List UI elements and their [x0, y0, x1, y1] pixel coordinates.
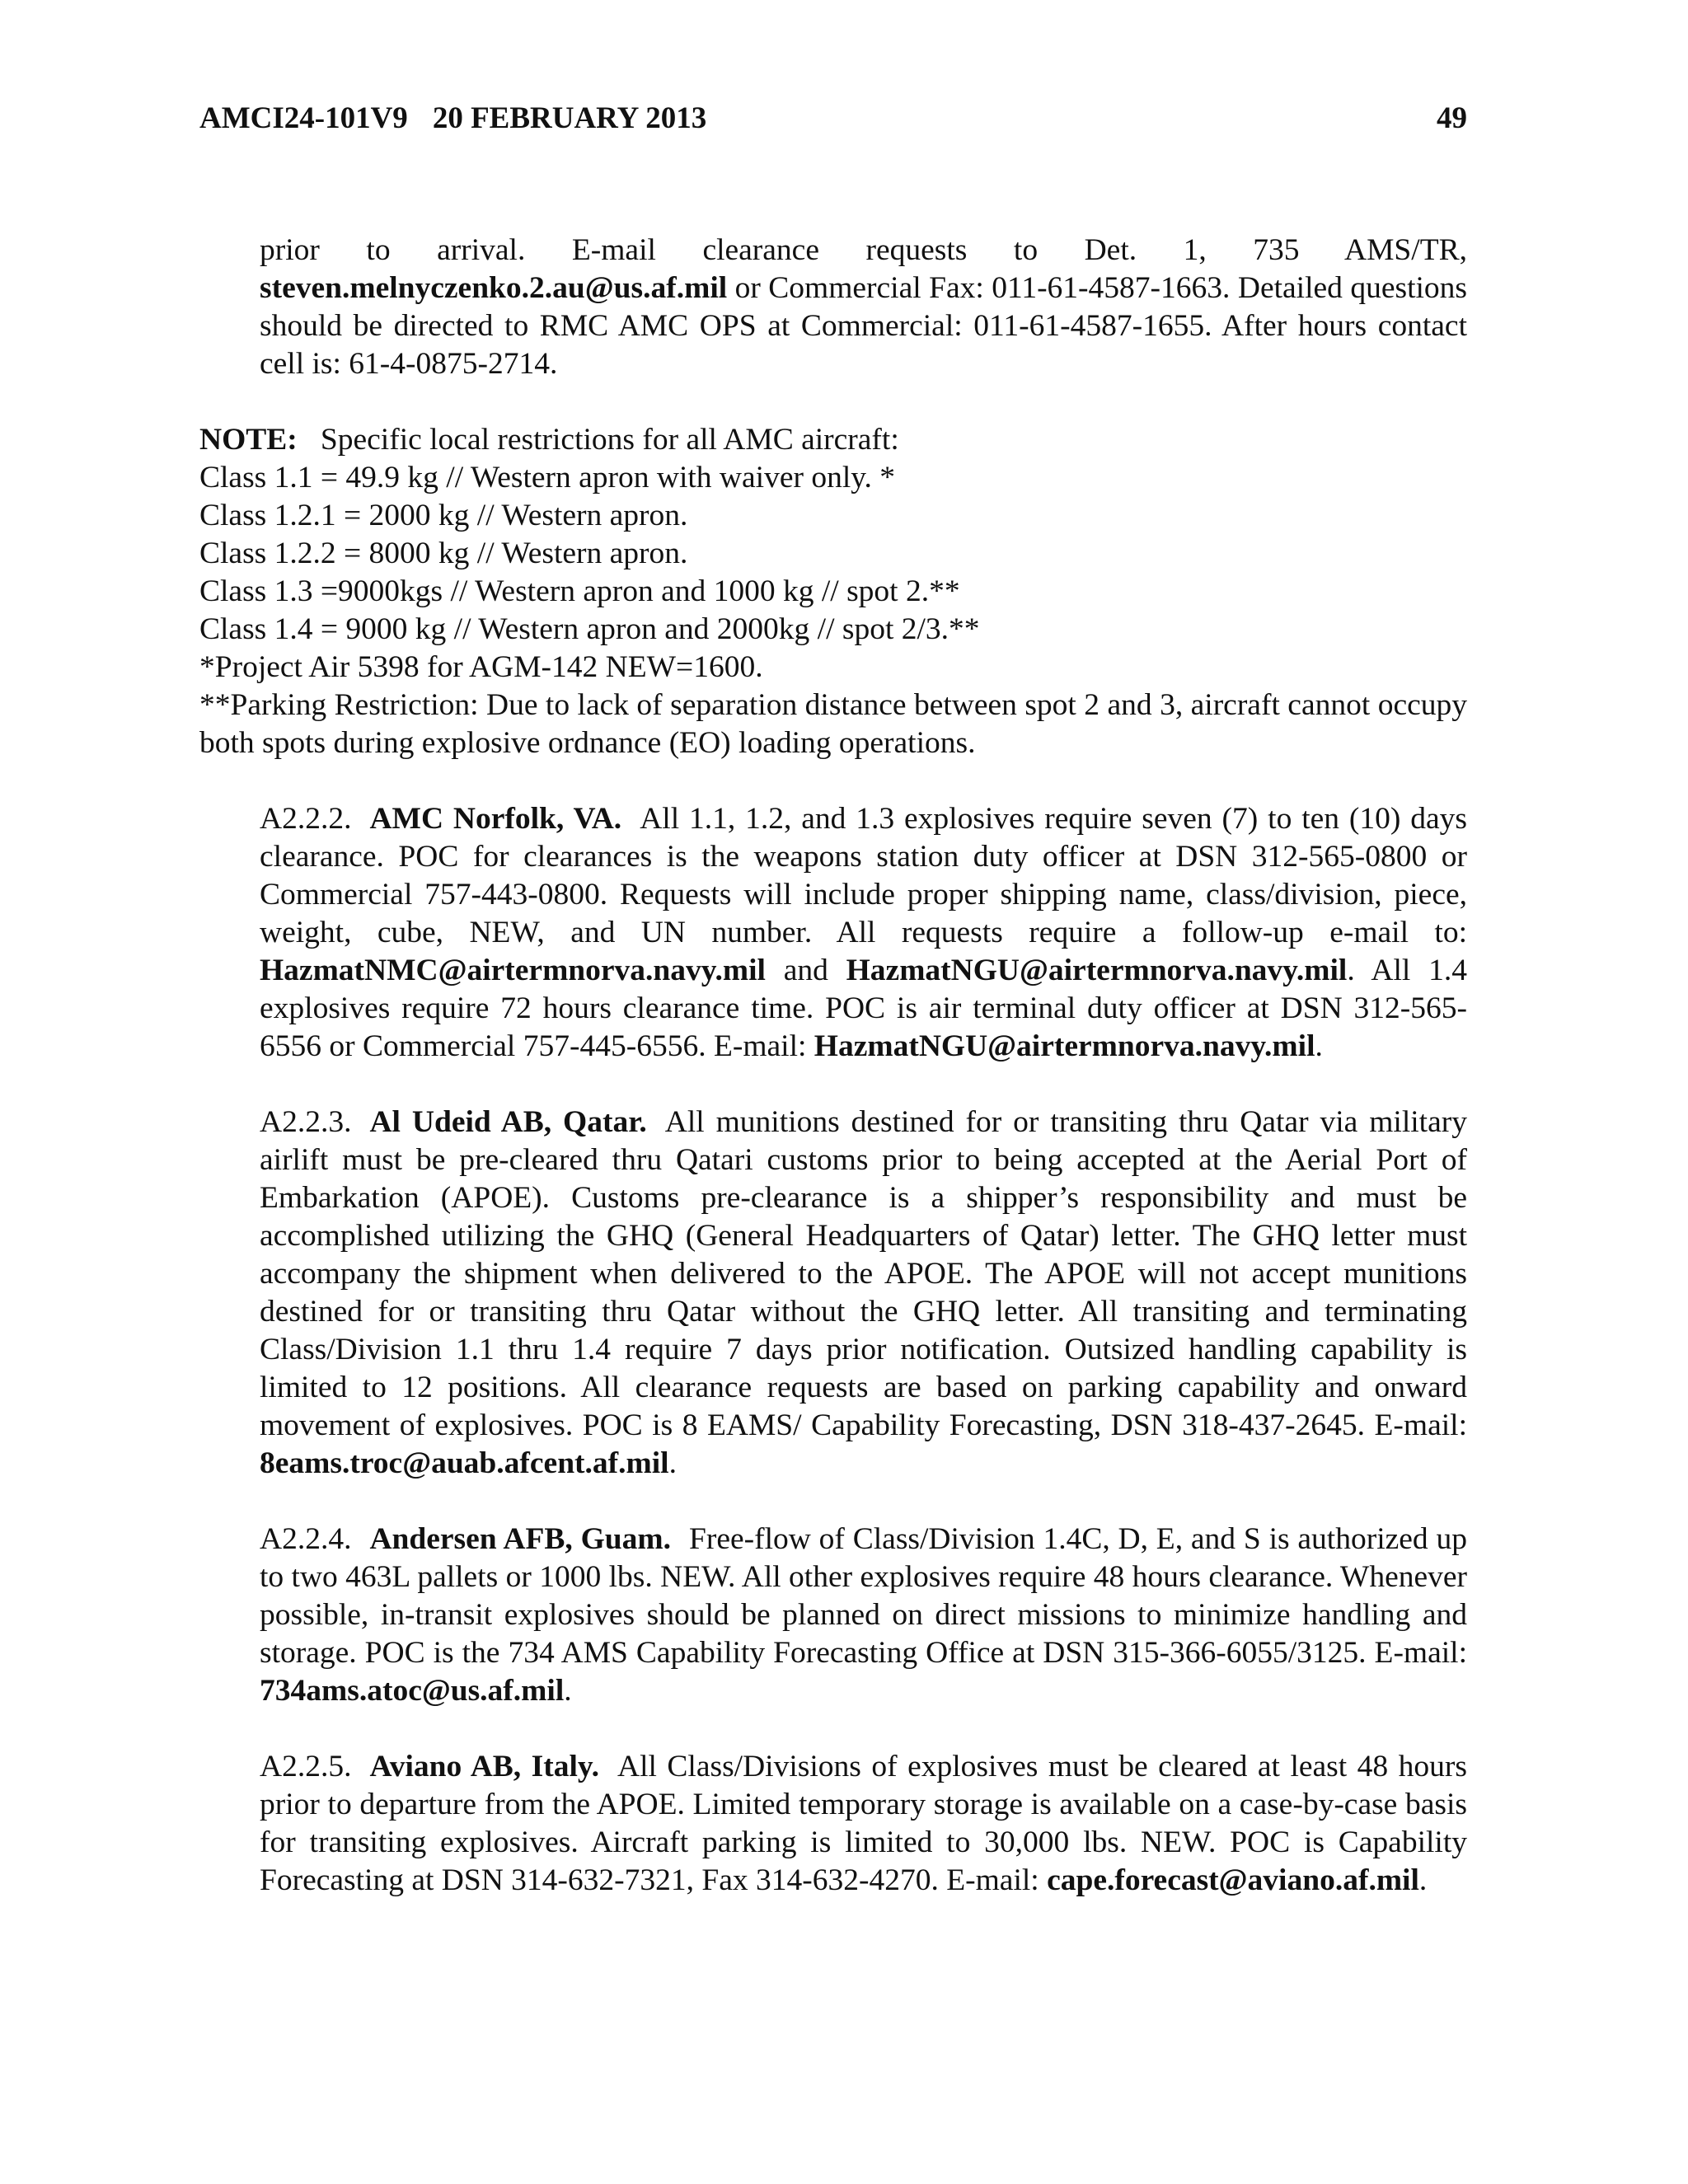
note-block [199, 421, 1467, 762]
email-link[interactable]: steven.melnyczenko.2.au@us.af.mil [260, 271, 728, 305]
document-id: AMCI24-101V9 [199, 101, 408, 135]
note-line: *Project Air 5398 for AGM-142 NEW=1600. [199, 650, 763, 684]
document-date: 20 FEBRUARY 2013 [432, 101, 707, 135]
section-title: Al Udeid AB, Qatar. [369, 1105, 647, 1139]
section-aviano: A2.2.5. Aviano AB, Italy. All Class/Divisions of explosives must be cleared at least 48 hours prior to departure from the APOE. Limited temporary storage is available on a case-by-case basis for transiting explosives. Aircraft parking is limited to 30,000 lbs. NEW. POC is Capability Forecasting at DSN 314-632-7321, Fax 314-632-4270. E-mail: cape.forecast@aviano.af.mil. [260, 1750, 1467, 1897]
email-link[interactable]: cape.forecast@aviano.af.mil [1047, 1863, 1419, 1897]
section-number: A2.2.4. [260, 1522, 352, 1556]
section-al-udeid: A2.2.3. Al Udeid AB, Qatar. All munitions destined for or transiting thru Qatar via military airlift must be pre-cleared thru Qatari customs prior to being accepted at the Aerial Port of Embarkation (APOE). Customs pre-clearance is a shipper’s responsibility and must be accomplished utilizing the GHQ (General Headquarters of Qatar) letter. The GHQ letter must accompany the shipment when delivered to the APOE. The APOE will not accept munitions destined for or transiting thru Qatar without the GHQ letter. All transiting and terminating Class/Division 1.1 thru 1.4 require 7 days prior notification. Outsized handling capability is limited to 12 positions. All clearance requests are based on parking capability and onward movement of explosives. POC is 8 EAMS/ Capability Forecasting, DSN 318-437-2645. E-mail: 8eams.troc@auab.afcent.af.mil. [260, 1105, 1467, 1480]
note-line: Class 1.1 = 49.9 kg // Western apron with waiver only. * [199, 461, 896, 494]
section-title: Andersen AFB, Guam. [369, 1522, 671, 1556]
page-header [199, 96, 1467, 142]
note-label: NOTE: [199, 423, 298, 457]
section-norfolk: A2.2.2. AMC Norfolk, VA. All 1.1, 1.2, and 1.3 explosives require seven (7) to ten (10) days clearance. POC for clearances is the weapons station duty officer at DSN 312-565-0800 or Commercial 757-443-0800. Requests will include proper shipping name, class/division, piece, weight, cube, NEW, and UN number. All requests require a follow-up e-mail to: HazmatNMC@airtermnorva.navy.mil and HazmatNGU@airtermnorva.navy.mil. All 1.4 explosives require 72 hours clearance time. POC is air terminal duty officer at DSN 312-565-6556 or Commercial 757-445-6556. E-mail: HazmatNGU@airtermnorva.navy.mil. [260, 802, 1467, 1063]
page-body [199, 232, 1467, 1938]
email-link[interactable]: HazmatNGU@airtermnorva.navy.mil [846, 954, 1348, 987]
email-link[interactable]: 8eams.troc@auab.afcent.af.mil [260, 1446, 669, 1480]
section-number: A2.2.5. [260, 1750, 352, 1783]
note-line: Class 1.2.1 = 2000 kg // Western apron. [199, 499, 688, 532]
note-line: Class 1.4 = 9000 kg // Western apron and 2000kg // spot 2/3.** [199, 612, 980, 646]
email-link[interactable]: HazmatNMC@airtermnorva.navy.mil [260, 954, 766, 987]
note-line: **Parking Restriction: Due to lack of separation distance between spot 2 and 3, aircraft cannot occupy both spots during explosive ordnance (EO) loading operations. [199, 688, 1467, 760]
email-link[interactable]: 734ams.atoc@us.af.mil [260, 1674, 565, 1708]
email-link[interactable]: HazmatNGU@airtermnorva.navy.mil [814, 1029, 1315, 1063]
section-title: Aviano AB, Italy. [369, 1750, 599, 1783]
note-line: Class 1.3 =9000kgs // Western apron and 1000 kg // spot 2.** [199, 574, 960, 608]
page-number: 49 [1437, 101, 1467, 135]
section-number: A2.2.2. [260, 802, 352, 836]
section-title: AMC Norfolk, VA. [369, 802, 622, 836]
note-heading: Specific local restrictions for all AMC aircraft: [320, 423, 899, 457]
section-andersen: A2.2.4. Andersen AFB, Guam. Free-flow of Class/Division 1.4C, D, E, and S is authorized up to two 463L pallets or 1000 lbs. NEW. All other explosives require 48 hours clearance. Whenever possible, in-transit explosives should be planned on direct missions to minimize handling and storage. POC is the 734 AMS Capability Forecasting Office at DSN 315-366-6055/3125. E-mail: 734ams.atoc@us.af.mil. [260, 1522, 1467, 1708]
section-number: A2.2.3. [260, 1105, 352, 1139]
intro-paragraph: prior to arrival. E-mail clearance requests to Det. 1, 735 AMS/TR, steven.melnyczenko.2.au@us.af.mil or Commercial Fax: 011-61-4587-1663. Detailed questions should be directed to RMC AMC OPS at Commercial: 011-61-4587-1655. After hours contact cell is: 61-4-0875-2714. [260, 233, 1467, 381]
note-line: Class 1.2.2 = 8000 kg // Western apron. [199, 537, 688, 570]
